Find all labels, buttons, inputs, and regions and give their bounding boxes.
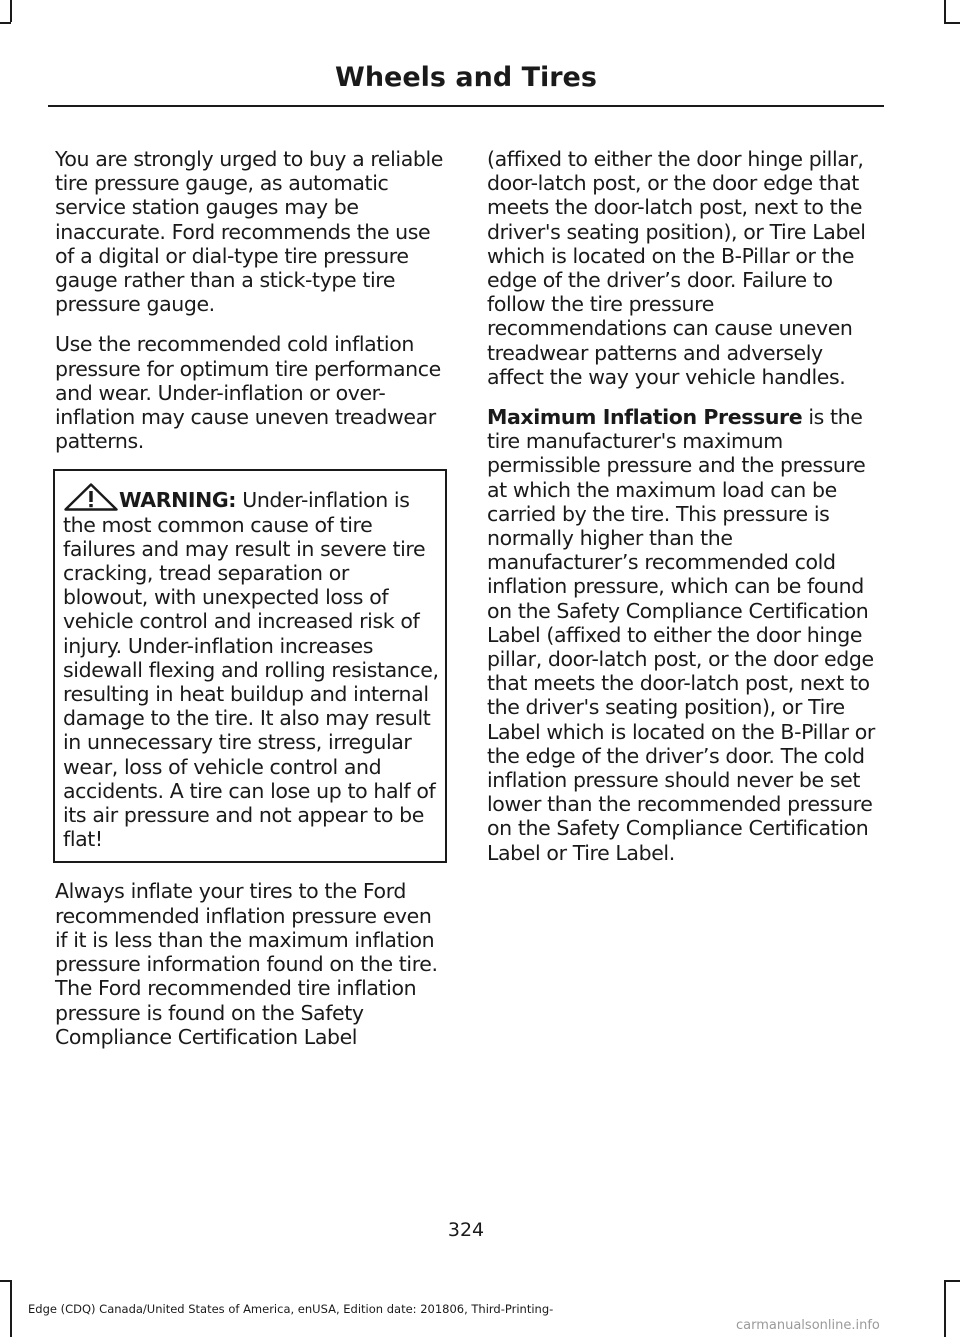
warning-text: Under-inflation is the most common cause of tire failures and may result in severe tire cracking, tread separation or blowout, with unexpected loss of vehicle control and increased risk of injury. Under-inflation increases sidewall flexing and rolling resistance, resulting in heat buildup and internal damage to the tire. It also may result in unnecessary tire stress, irregular wear, loss of vehicle control and accidents. A tire can lose up to half of its air pressure and not appear to be flat! (63, 488, 439, 852)
crop-mark-top-left (10, 0, 12, 22)
page-title: Wheels and Tires (335, 62, 597, 93)
right-column (487, 147, 881, 881)
left-column (55, 147, 447, 1065)
crop-mark-bottom-left (10, 1280, 12, 1337)
warning-triangle-icon (63, 483, 119, 511)
header-divider (48, 105, 884, 107)
crop-mark-bottom-left-h (0, 1280, 11, 1282)
crop-mark-bottom-right (944, 1280, 946, 1337)
warning-box (53, 469, 447, 863)
paragraph-continuation: (affixed to either the door hinge pillar, door-latch post, or the door edge that meets the door-latch post, next to the driver's seating position), or Tire Label which is located on the B-Pillar or the edge of the driver’s door. Failure to follow the tire pressure recommendations can cause uneven treadwear patterns and adversely affect the way your vehicle handles. (487, 147, 866, 389)
page-number: 324 (447, 1219, 485, 1241)
term-maximum-inflation-pressure: Maximum Inflation Pressure (487, 405, 803, 430)
paragraph-cold-inflation: Use the recommended cold inflation pressure for optimum tire performance and wear. Under-inflation or over-inflation may cause uneven treadwear patterns. (55, 332, 441, 454)
paragraph-gauge: You are strongly urged to buy a reliable tire pressure gauge, as automatic service station gauges may be inaccurate. Ford recommends the use of a digital or dial-type tire pressure gauge rather than a stick-type tire pressure gauge. (55, 147, 444, 317)
paragraph-maximum-inflation (487, 405, 881, 865)
paragraph-always-inflate: Always inflate your tires to the Ford recommended inflation pressure even if it is less than the maximum inflation pressure information found on the tire. The Ford recommended tire inflation pressure is found on the Safety Compliance Certification Label (55, 879, 438, 1049)
footer-edition-info: Edge (CDQ) Canada/United States of America, enUSA, Edition date: 201806, Third-Printing- (28, 1302, 554, 1316)
crop-mark-top-right (944, 0, 946, 22)
crop-mark-top-right-h (944, 22, 960, 24)
definition-maximum-inflation-pressure: is the tire manufacturer's maximum permissible pressure and the pressure at which the maximum load can be carried by the tire. This pressure is normally higher than the manufacturer’s recommended cold inflation pressure, which can be found on the Safety Compliance Certification Label (affixed to either the door hinge pillar, door-latch post, or the door edge that meets the door-latch post, next to the driver's seating position), or Tire Label which is located on the B-Pillar or the edge of the driver’s door. The cold inflation pressure should never be set lower than the recommended pressure on the Safety Compliance Certification Label or Tire Label. (487, 405, 875, 865)
watermark: carmanualsonline.info (736, 1318, 880, 1333)
crop-mark-top-left-h (0, 22, 11, 24)
warning-label: WARNING: (119, 488, 237, 513)
crop-mark-bottom-right-h (944, 1280, 960, 1282)
